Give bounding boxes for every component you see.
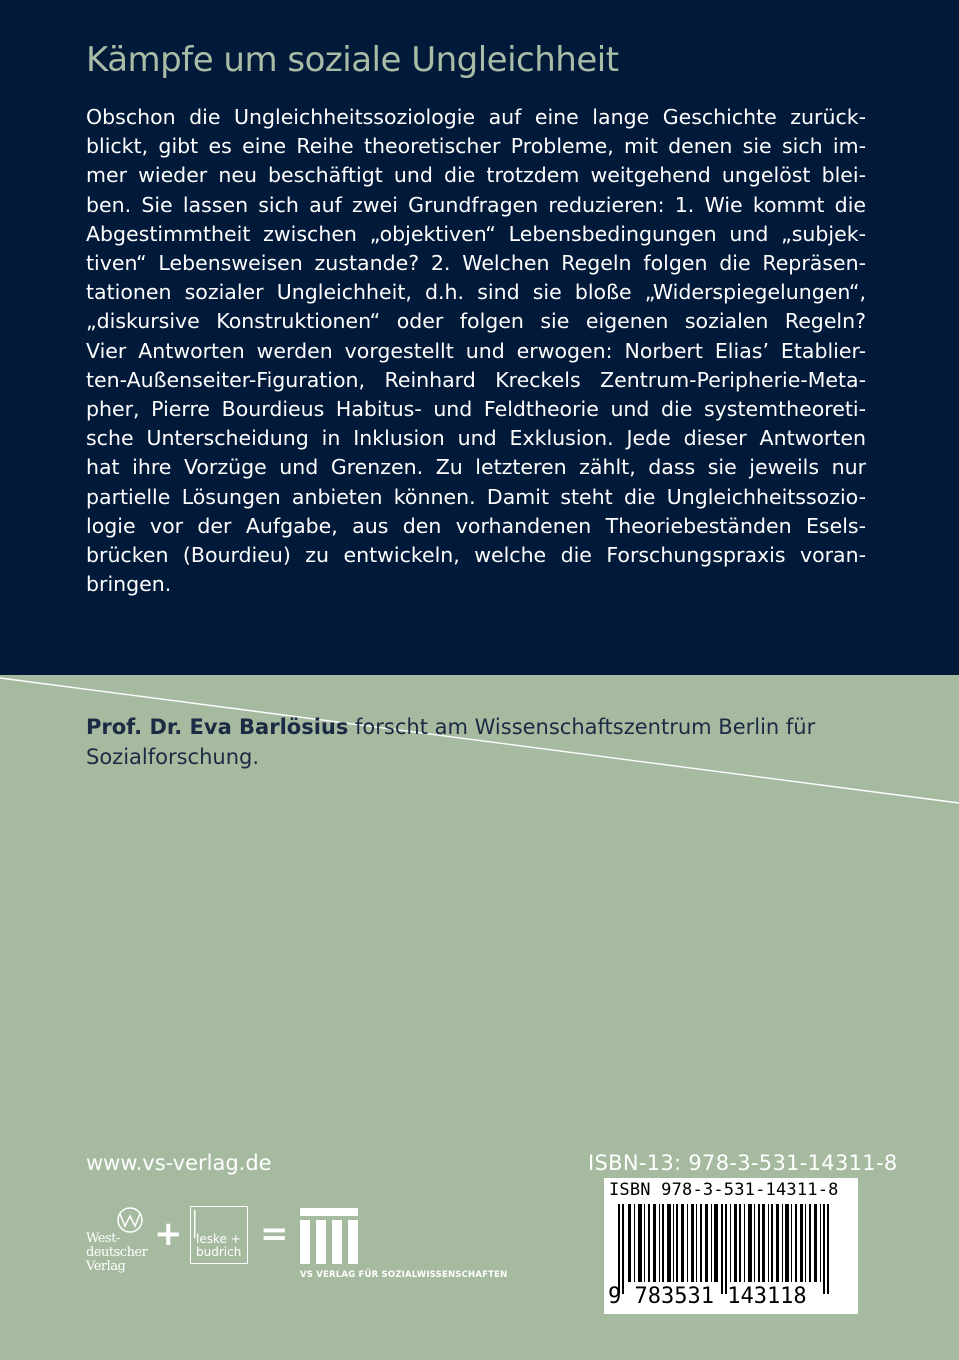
author-bio-2: Sozialforschung. [86, 744, 260, 769]
isbn-barcode [604, 1178, 858, 1314]
vs-verlag-caption: VS VERLAG FÜR SOZIALWISSENSCHAFTEN [300, 1270, 508, 1280]
blurb-line: blickt, gibt es eine Reihe theoretischer Probleme, mit denen sie sich im- [86, 134, 866, 159]
vs-verlag-emblem-icon [300, 1208, 360, 1266]
blurb-line: Obschon die Ungleichheitssoziologie auf eine lange Geschichte zurück- [86, 105, 866, 129]
publisher-website[interactable]: www.vs-verlag.de [86, 1151, 272, 1175]
blurb-line: tiven“ Lebensweisen zustande? 2. Welchen Regeln folgen die Repräsen- [86, 251, 866, 276]
equals-sign: = [260, 1214, 289, 1254]
plus-sign: + [154, 1214, 183, 1254]
barcode-bottom-text: 9 783531 143118 [608, 1284, 807, 1309]
blurb-line: ben. Sie lassen sich auf zwei Grundfragen reduzieren: 1. Wie kommt die [86, 192, 866, 217]
leske-wordmark: leske + budrich [196, 1232, 242, 1259]
blurb-line: „diskursive Konstruktionen“ oder folgen sie eigenen sozialen Regeln? [86, 309, 866, 334]
blurb-line: hat ihre Vorzüge und Grenzen. Zu letzteren zählt, dass sie jeweils nur [86, 455, 866, 480]
westdeutscher-wordmark: West- deutscher Verlag [86, 1231, 148, 1274]
blurb-line: brücken (Bourdieu) zu entwickeln, welche die Forschungspraxis voran- [86, 543, 866, 568]
author-name: Prof. Dr. Eva Barlösius [86, 715, 349, 739]
blurb-line: Vier Antworten werden vorgestellt und erwogen: Norbert Elias’ Etablier- [86, 338, 866, 363]
blurb-line: tationen sozialer Ungleichheit, d.h. sind sie bloße „Widerspiegelungen“, [86, 280, 866, 305]
author-bio-1: forscht am Wissenschaftszentrum Berlin für [348, 715, 816, 739]
blurb-line: sche Unterscheidung in Inklusion und Exklusion. Jede dieser Antworten [86, 426, 866, 451]
blurb-line: logie vor der Aufgabe, aus den vorhandenen Theoriebeständen Esels- [86, 513, 866, 538]
leske-budrich-logo [190, 1206, 248, 1264]
barcode-top-text: ISBN 978-3-531-14311-8 [609, 1180, 839, 1200]
blurb-line: pher, Pierre Bourdieus Habitus- und Feldtheorie und die systemtheoreti- [86, 397, 866, 422]
blurb-line: Abgestimmtheit zwischen „objektiven“ Lebensbedingungen und „subjek- [86, 221, 866, 246]
author-note [86, 713, 886, 772]
westdeutscher-verlag-logo [86, 1206, 148, 1280]
blurb-line: bringen. [86, 572, 172, 597]
isbn-label: ISBN-13: 978-3-531-14311-8 [588, 1151, 898, 1175]
blurb-line: ten-Außenseiter-Figuration, Reinhard Kreckels Zentrum-Peripherie-Meta- [86, 367, 866, 392]
book-title: Kämpfe um soziale Ungleichheit [86, 40, 619, 80]
blurb-line: partielle Lösungen anbieten können. Damit steht die Ungleichheitssozio- [86, 484, 866, 509]
vs-verlag-logo [300, 1208, 530, 1282]
blurb-line: mer wieder neu beschäftigt und die trotzdem weitgehend ungelöst blei- [86, 163, 866, 188]
